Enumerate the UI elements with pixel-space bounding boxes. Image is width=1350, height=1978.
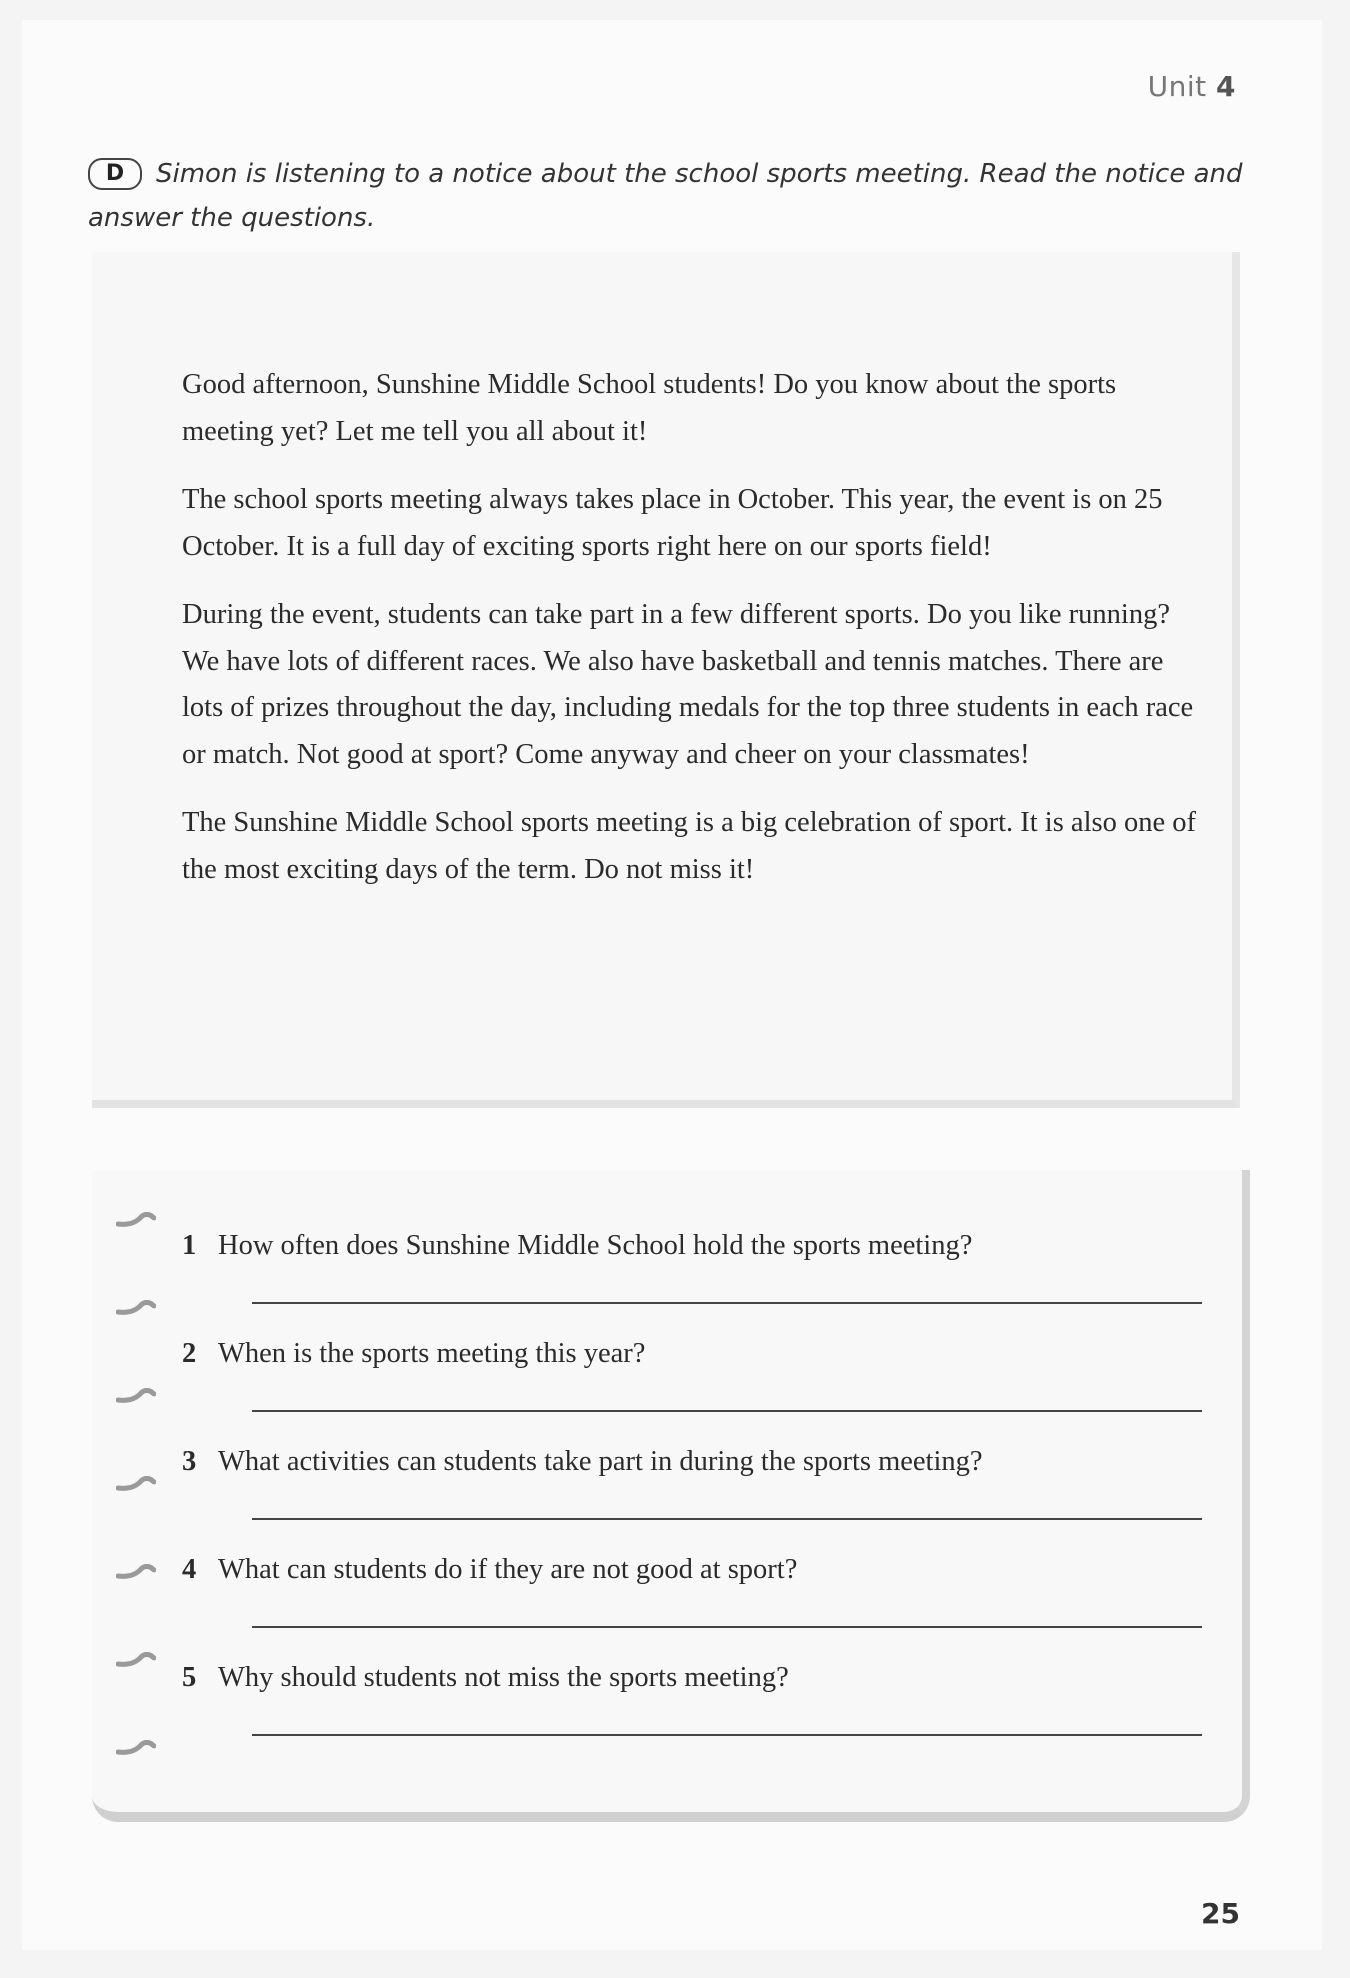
question-2 (182, 1338, 1182, 1370)
question-number: 1 (182, 1230, 197, 1261)
unit-label: Unit (1147, 70, 1207, 103)
answer-line-5[interactable] (252, 1734, 1202, 1736)
workbook-page (22, 20, 1322, 1950)
instruction-text: Simon is listening to a notice about the school sports meeting. Read the notice and answer the questions. (88, 159, 1243, 233)
spiral-binding-icon (116, 1300, 156, 1316)
unit-header (1148, 70, 1236, 103)
question-text: How often does Sunshine Middle School hold the sports meeting? (218, 1230, 973, 1261)
question-5 (182, 1662, 1182, 1694)
answer-line-3[interactable] (252, 1518, 1202, 1520)
notice-paragraph: Good afternoon, Sunshine Middle School students! Do you know about the sports meeting yet? Let me tell you all about it! (182, 369, 1117, 447)
spiral-binding-icon (116, 1564, 156, 1580)
answer-line-1[interactable] (252, 1302, 1202, 1304)
spiral-binding-icon (116, 1476, 156, 1492)
page-number: 25 (1201, 1897, 1240, 1930)
question-number: 4 (182, 1554, 197, 1585)
spiral-binding-icon (116, 1212, 156, 1228)
notice-text (182, 362, 1202, 915)
question-1 (182, 1230, 1182, 1262)
question-number: 3 (182, 1446, 197, 1477)
spiral-binding-icon (116, 1652, 156, 1668)
spiral-binding-icon (116, 1388, 156, 1404)
question-text: When is the sports meeting this year? (218, 1338, 646, 1369)
notice-panel (92, 252, 1240, 1108)
spiral-binding-icon (116, 1740, 156, 1756)
exercise-instruction (88, 152, 1268, 240)
question-number: 2 (182, 1338, 197, 1369)
notice-paragraph: The school sports meeting always takes place in October. This year, the event is on 25 October. It is a full day of exciting sports right here on our sports field! (182, 484, 1163, 562)
answer-line-4[interactable] (252, 1626, 1202, 1628)
question-number: 5 (182, 1662, 197, 1693)
answer-line-2[interactable] (252, 1410, 1202, 1412)
unit-number: 4 (1216, 70, 1236, 103)
questions-notepad (92, 1170, 1250, 1822)
question-text: Why should students not miss the sports meeting? (218, 1662, 789, 1693)
notice-paragraph: The Sunshine Middle School sports meeting is a big celebration of sport. It is also one of the most exciting days of the term. Do not miss it! (182, 807, 1196, 885)
exercise-badge: D (88, 158, 142, 190)
question-3 (182, 1446, 1182, 1478)
notice-paragraph: During the event, students can take part in a few different sports. Do you like running? We have lots of different races. We also have basketball and tennis matches. There are lots of prizes throughout the day, including medals for the top three students in each race or match. Not good at sport? Come anyway and cheer on your classmates! (182, 599, 1194, 770)
question-text: What activities can students take part in during the sports meeting? (218, 1446, 983, 1477)
question-4 (182, 1554, 1182, 1586)
question-text: What can students do if they are not good at sport? (218, 1554, 798, 1585)
